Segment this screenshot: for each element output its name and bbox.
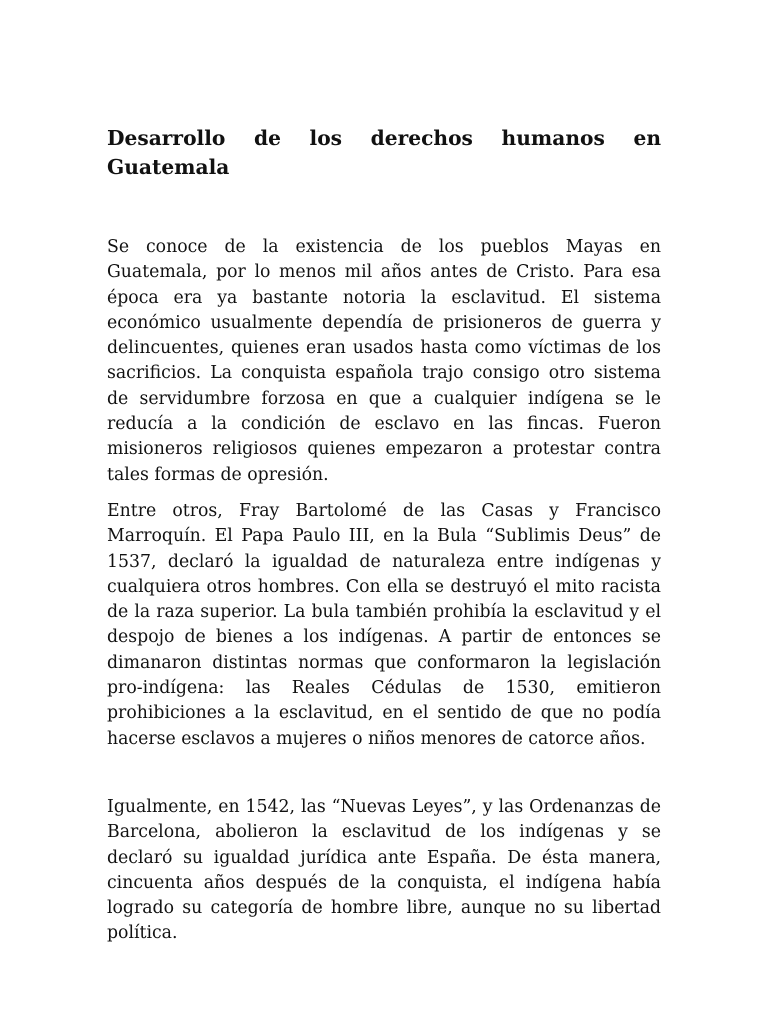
- paragraph-papal-bull: Entre otros, Fray Bartolomé de las Casas y Francisco Marroquín. El Papa Paulo III, en la Bula “Sublimis Deus” de 1537, declaró la igualdad de naturaleza entre indígenas y cualquiera otros hombres. Con ella se destruyó el mito racista de la raza superior. La bula también prohibía la esclavitud y el despojo de bienes a los indígenas. A partir de entonces se dimanaron distintas normas que conformaron la legislación pro-indígena: las Reales Cédulas de 1530, emitieron prohibiciones a la esclavitud, en el sentido de que no podía hacerse esclavos a mujeres o niños menores de catorce años.: [107, 500, 661, 749]
- document-page: [107, 124, 661, 947]
- document-title: Desarrollo de los derechos humanos en Guatemala: [107, 126, 661, 179]
- paragraph-mayas-slavery: Se conoce de la existencia de los pueblos Mayas en Guatemala, por lo menos mil años antes de Cristo. Para esa época era ya bastante notoria la esclavitud. El sistema económico usualmente dependía de prisioneros de guerra y delincuentes, quienes eran usados hasta como víctimas de los sacrificios. La conquista española trajo consigo otro sistema de servidumbre forzosa en que a cualquier indígena se le reducía a la condición de esclavo en las fincas. Fueron misioneros religiosos quienes empezaron a protestar contra tales formas de opresión.: [107, 237, 661, 485]
- paragraph-new-laws: Igualmente, en 1542, las “Nuevas Leyes”, y las Ordenanzas de Barcelona, abolieron la esclavitud de los indígenas y se declaró su igualdad jurídica ante España. De ésta manera, cincuenta años después de la conquista, el indígena había logrado su categoría de hombre libre, aunque no su libertad política.: [107, 796, 661, 944]
